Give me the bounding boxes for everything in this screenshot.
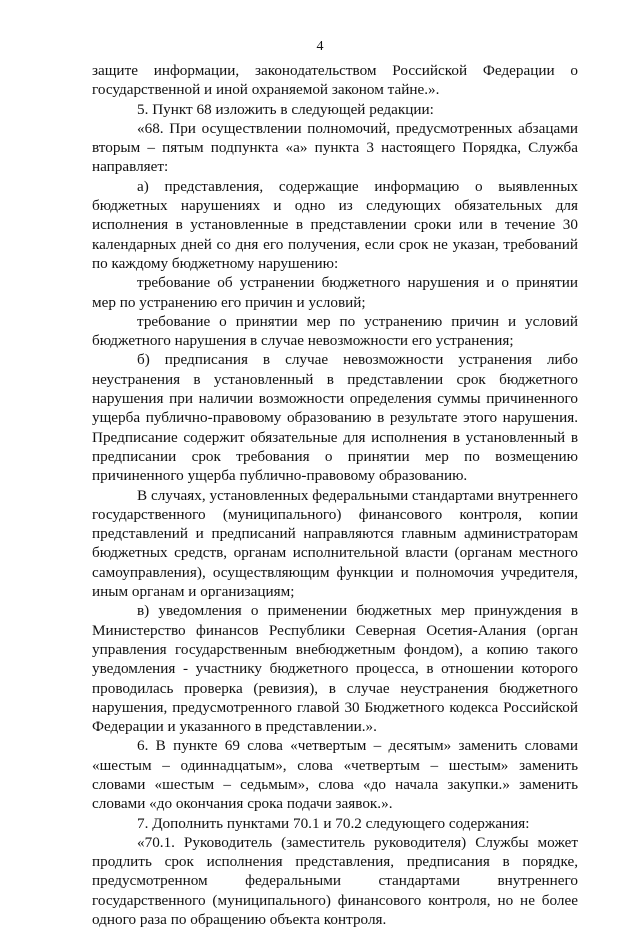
- paragraph-item-5: 5. Пункт 68 изложить в следующей редакции:: [137, 100, 434, 118]
- paragraph-requirement-1: требование об устранении бюджетного нарушения и о принятии мер по устранению его причин и условий;: [92, 274, 578, 311]
- paragraph-subclause-v: в) уведомления о применении бюджетных мер принуждения в Министерство финансов Республики Северная Осетия-Алания (орган управления государственным внебюджетным фондом), а копию такого уведомления - участнику бюджетного процесса, в отношении которого проводилась проверка (ревизия), в случае неустранения бюджетного нарушения, предусмотренного главой 30 Бюджетного кодекса Российской Федерации и указанного в представлении.».: [92, 602, 578, 736]
- paragraph-subclause-a: а) представления, содержащие информацию о выявленных бюджетных нарушениях и одно из следующих обязательных для исполнения в установленные в представлении сроки или в течение 30 календарных дней со дня его получения, если срок не указан, требований по каждому бюджетному нарушению:: [92, 177, 578, 272]
- paragraph-requirement-2: требование о принятии мер по устранению причин и условий бюджетного нарушения в случае невозможности его устранения;: [92, 312, 578, 350]
- paragraph-subclause-b: б) предписания в случае невозможности устранения либо неустранения в установленный в представлении срок бюджетного нарушения при наличии возможности определения суммы причиненного ущерба публично-правовому образованию в результате этого нарушения. Предписание содержит обязательные для исполнения в установленный в предписании срок требования о принятии мер по возмещению причиненного ущерба публично-правовому образованию.: [92, 351, 578, 485]
- page-number: 4: [316, 39, 324, 54]
- paragraph-item-7: 7. Дополнить пунктами 70.1 и 70.2 следующего содержания:: [137, 814, 530, 832]
- paragraph-continuation: защите информации, законодательством Российской Федерации о государственной и иной охраняемой законом тайне.».: [92, 62, 578, 99]
- paragraph-clause-70-1: «70.1. Руководитель (заместитель руководителя) Службы может продлить срок исполнения представления, предписания в порядке, предусмотренном федеральными стандартами внутреннего государственного (муниципального) финансового контроля, но не более одного раза по обращению объекта контроля.: [92, 833, 578, 929]
- paragraph-item-6: 6. В пункте 69 слова «четвертым – десятым» заменить словами «шестым – одиннадцатым», слова «четвертым – шестым» заменить словами «шестым – седьмым», слова «до начала закупки.» заменить словами «до окончания срока подачи заявок.».: [92, 737, 578, 813]
- paragraph-copies: В случаях, установленных федеральными стандартами внутреннего государственного (муниципального) финансового контроля, копии представлений и предписаний направляются главным администраторам бюджетных средств, органам исполнительной власти (органам местного самоуправления), осуществляющим функции и полномочия учредителя, иным органам и организациям;: [92, 486, 578, 601]
- paragraph-clause-68: «68. При осуществлении полномочий, предусмотренных абзацами вторым – пятым подпункта «а» пункта 3 настоящего Порядка, Служба направляет:: [92, 119, 578, 176]
- document-body: [92, 61, 578, 929]
